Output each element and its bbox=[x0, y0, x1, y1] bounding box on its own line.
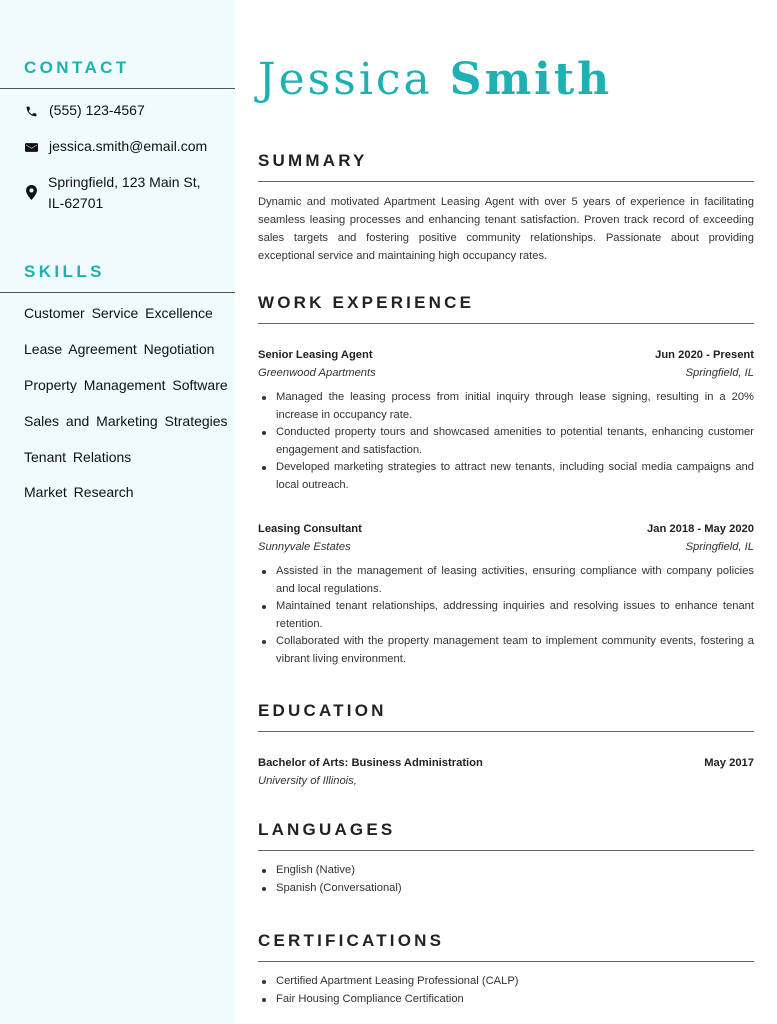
skill-item: Market Research bbox=[24, 484, 134, 500]
envelope-icon bbox=[24, 140, 38, 154]
contact-phone bbox=[24, 100, 145, 121]
job-subheader bbox=[258, 541, 754, 553]
education-divider bbox=[258, 731, 754, 732]
job-bullets bbox=[258, 389, 754, 495]
job-bullet: Conducted property tours and showcased amenities to potential tenants, enhancing customer engagement and satisfaction. bbox=[258, 424, 754, 459]
job-bullet: Collaborated with the property management team to implement community events, fostering a vibrant living environment. bbox=[258, 633, 754, 668]
skill-item: Tenant Relations bbox=[24, 449, 132, 465]
job-title: Leasing Consultant bbox=[258, 523, 362, 535]
skills-divider bbox=[0, 292, 235, 293]
job-company: Greenwood Apartments bbox=[258, 367, 376, 379]
languages-divider bbox=[258, 850, 754, 851]
last-name: Smith bbox=[449, 54, 613, 105]
contact-heading: CONTACT bbox=[24, 58, 130, 77]
job-header bbox=[258, 349, 754, 361]
candidate-name bbox=[258, 54, 612, 105]
languages-heading: LANGUAGES bbox=[258, 820, 396, 839]
first-name: Jessica bbox=[258, 54, 433, 105]
summary-heading: SUMMARY bbox=[258, 151, 368, 170]
contact-address bbox=[24, 172, 214, 214]
skill-item: Customer Service Excellence bbox=[24, 305, 213, 321]
certifications-heading: CERTIFICATIONS bbox=[258, 931, 445, 950]
contact-divider bbox=[0, 88, 235, 89]
location-pin-icon bbox=[24, 185, 38, 199]
summary-text: Dynamic and motivated Apartment Leasing Agent with over 5 years of experience in facilitating seamless leasing processes and enhancing tenant satisfaction. Proven track record of exceeding sales targets and fostering positive community relationships. Passionate about providing exceptional service and maintaining high occupancy rates. bbox=[258, 196, 754, 262]
skill-item: Lease Agreement Negotiation bbox=[24, 341, 215, 357]
education-degree: Bachelor of Arts: Business Administration bbox=[258, 757, 483, 769]
certifications-list bbox=[258, 973, 754, 1008]
language-item: English (Native) bbox=[258, 862, 754, 880]
experience-divider bbox=[258, 323, 754, 324]
job-bullet: Assisted in the management of leasing activities, ensuring compliance with company policies and local regulations. bbox=[258, 563, 754, 598]
skill-item: Property Management Software bbox=[24, 377, 228, 393]
job-header bbox=[258, 523, 754, 535]
education-school: University of Illinois, bbox=[258, 775, 357, 787]
email-text: jessica.smith@email.com bbox=[49, 138, 208, 154]
job-bullet: Managed the leasing process from initial inquiry through lease signing, resulting in a 20% increase in occupancy rate. bbox=[258, 389, 754, 424]
language-item: Spanish (Conversational) bbox=[258, 880, 754, 898]
job-company: Sunnyvale Estates bbox=[258, 541, 351, 553]
certifications-divider bbox=[258, 961, 754, 962]
job-dates: Jun 2020 - Present bbox=[655, 349, 754, 361]
sidebar bbox=[0, 0, 235, 1024]
job-title: Senior Leasing Agent bbox=[258, 349, 373, 361]
experience-heading: WORK EXPERIENCE bbox=[258, 293, 475, 312]
certification-item: Certified Apartment Leasing Professional (CALP) bbox=[258, 973, 754, 991]
job-dates: Jan 2018 - May 2020 bbox=[647, 523, 754, 535]
address-text: Springfield, 123 Main St, IL-62701 bbox=[48, 174, 201, 211]
contact-email bbox=[24, 136, 207, 157]
job-location: Springfield, IL bbox=[685, 367, 754, 379]
languages-list bbox=[258, 862, 754, 897]
education-heading: EDUCATION bbox=[258, 701, 387, 720]
job-bullet: Developed marketing strategies to attract new tenants, including social media campaigns and local outreach. bbox=[258, 459, 754, 494]
phone-text: (555) 123-4567 bbox=[49, 102, 145, 118]
job-bullets bbox=[258, 563, 754, 669]
summary-divider bbox=[258, 181, 754, 182]
education-date: May 2017 bbox=[704, 757, 754, 769]
certification-item: Fair Housing Compliance Certification bbox=[258, 991, 754, 1009]
education-subheader bbox=[258, 775, 754, 787]
skills-heading: SKILLS bbox=[24, 262, 105, 281]
job-subheader bbox=[258, 367, 754, 379]
job-bullet: Maintained tenant relationships, addressing inquiries and resolving issues to enhance tenant retention. bbox=[258, 598, 754, 633]
skill-item: Sales and Marketing Strategies bbox=[24, 413, 228, 429]
phone-icon bbox=[24, 104, 38, 118]
education-header bbox=[258, 757, 754, 769]
job-location: Springfield, IL bbox=[685, 541, 754, 553]
